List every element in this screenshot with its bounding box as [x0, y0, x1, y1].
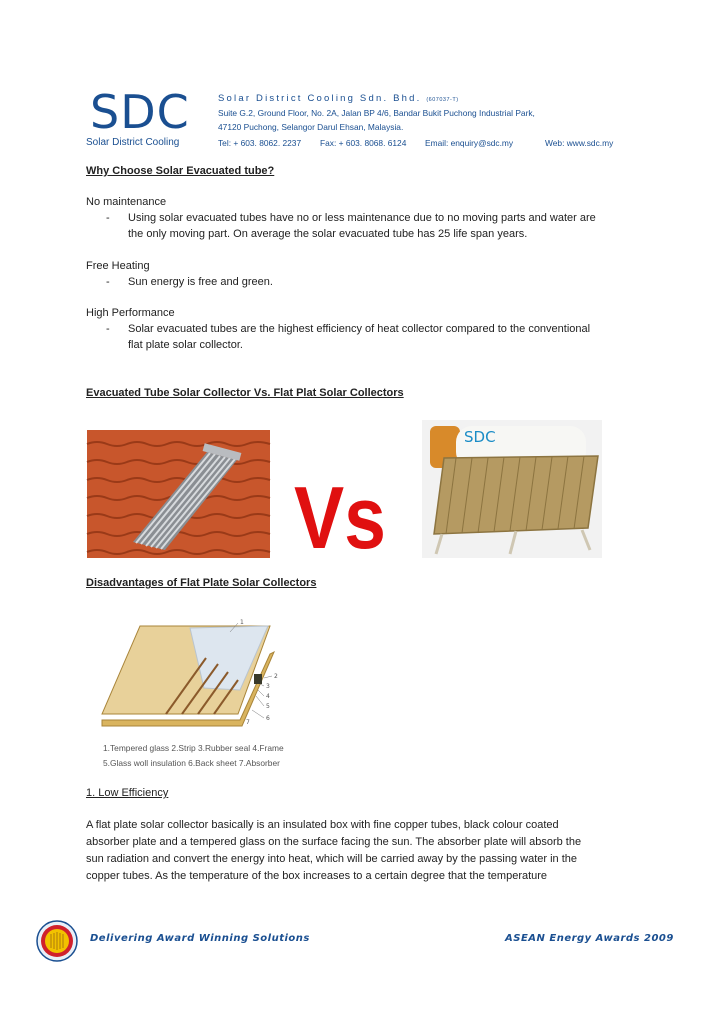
fax: Fax: + 603. 8068. 6124	[320, 138, 407, 148]
paragraph-line: copper tubes. As the temperature of the box increases to a certain degree that the temperature	[86, 870, 548, 882]
vs-text-graphic	[292, 462, 388, 567]
logo-text: SDC	[90, 85, 190, 139]
diagram-legend-1: 1.Tempered glass 2.Strip 3.Rubber seal 4.Frame	[103, 743, 284, 753]
diagram-number: 2	[274, 673, 278, 680]
flat-plate-photo	[422, 420, 602, 558]
diagram-number: 6	[266, 715, 270, 722]
disadvantages-heading: Disadvantages of Flat Plate Solar Collectors	[86, 577, 317, 589]
diagram-number: 1	[240, 619, 244, 626]
bullet-text: Solar evacuated tubes are the highest efficiency of heat collector compared to the conventional	[128, 323, 591, 335]
vs-label: Vs	[294, 468, 386, 567]
address-line-2: 47120 Puchong, Selangor Darul Ehsan, Malaysia.	[218, 122, 404, 132]
diagram-legend-2: 5.Glass woll insulation 6.Back sheet 7.Absorber	[103, 758, 280, 768]
section-label-maintenance: No maintenance	[86, 196, 167, 208]
web-link[interactable]: Web: www.sdc.my	[545, 138, 614, 148]
bullet-dash: -	[106, 323, 110, 335]
address-line-1: Suite G.2, Ground Floor, No. 2A, Jalan BP 4/6, Bandar Bukit Puchong Industrial Park,	[218, 108, 535, 118]
paragraph-line: absorber plate and a tempered glass on the surface facing the sun. The absorber plate will absorb the	[86, 836, 582, 848]
bullet-text: Sun energy is free and green.	[128, 276, 273, 288]
roof-illustration	[87, 430, 270, 558]
footer-tagline: Delivering Award Winning Solutions	[90, 933, 310, 944]
tel: Tel: + 603. 8062. 2237	[218, 138, 302, 148]
comparison-heading: Evacuated Tube Solar Collector Vs. Flat Plat Solar Collectors	[86, 387, 404, 399]
asean-emblem	[36, 920, 78, 962]
collector-diagram	[100, 618, 300, 740]
vs-graphic	[292, 462, 388, 567]
asean-emblem-icon	[36, 920, 78, 962]
paragraph-line: sun radiation and convert the energy into heat, which will be carried away by the passing water in the	[86, 853, 578, 865]
why-heading: Why Choose Solar Evacuated tube?	[86, 165, 275, 177]
sdc-logo-mark	[90, 85, 206, 139]
low-efficiency-heading: 1. Low Efficiency	[86, 787, 169, 799]
brand-label: SDC	[464, 428, 496, 446]
company-name-text: Solar District Cooling Sdn. Bhd.	[218, 93, 422, 104]
footer-award: ASEAN Energy Awards 2009	[505, 933, 674, 944]
company-logo	[90, 85, 206, 144]
bullet-text: the only moving part. On average the solar evacuated tube has 25 life span years.	[128, 228, 528, 240]
section-label-free-heating: Free Heating	[86, 260, 150, 272]
evacuated-tube-photo	[87, 430, 270, 558]
email-link[interactable]: Email: enquiry@sdc.my	[425, 138, 514, 148]
bullet-text: Using solar evacuated tubes have no or less maintenance due to no moving parts and water are	[128, 212, 596, 224]
logo-subtitle: Solar District Cooling	[86, 137, 180, 148]
company-name	[218, 93, 459, 104]
paragraph-line: A flat plate solar collector basically is an insulated box with fine copper tubes, black colour coated	[86, 819, 559, 831]
bullet-dash: -	[106, 212, 110, 224]
bullet-dash: -	[106, 276, 110, 288]
section-label-high-performance: High Performance	[86, 307, 175, 319]
diagram-number: 5	[266, 703, 270, 710]
flat-plate-illustration	[422, 420, 602, 558]
diagram-number: 7	[246, 719, 250, 726]
diagram-number: 3	[266, 683, 270, 690]
diagram-number: 4	[266, 693, 270, 700]
bullet-text: flat plate solar collector.	[128, 339, 243, 351]
collector-cross-section	[100, 618, 300, 740]
flat-plate-panel	[434, 456, 598, 534]
company-reg: (607037-T)	[426, 97, 459, 103]
